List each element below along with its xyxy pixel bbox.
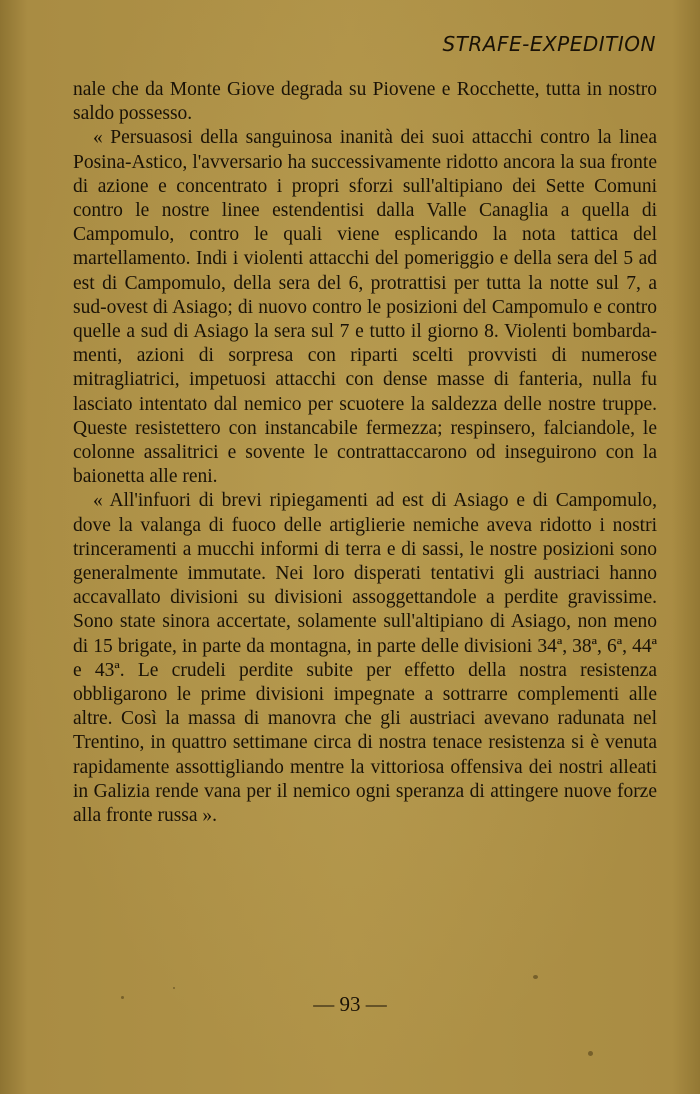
- paragraph-continuation: nale che da Monte Giove degrada su Piovene e Rocchette, tutta in nostro saldo possesso.: [73, 79, 657, 125]
- page-body: [73, 78, 657, 828]
- paragraph-quote-2: « All'infuori di brevi ripiegamenti ad est di Asiago e di Campomulo, dove la valanga di fuoco delle artiglierie nemiche aveva ridotto i nostri trinceramenti a mucchi informi di terra e di sassi, le nostre posizioni sono generalmente immutate. Nei loro disperati tentativi gli austriaci hanno accavallato divisioni su divisioni assoggettandole a perdite gravissime. Sono state sinora accertate, solamente sull'altipiano di Asiago, non meno di 15 brigate, in parte da montagna, in parte delle divisioni 34ª, 38ª, 6ª, 44ª e 43ª. Le crudeli perdite subite per effetto della nostra resistenza obbligarono le prime divisioni impegnate a sottrarre complementi alle altre. Così la massa di manovra che gli austriaci avevano radunata nel Trentino, in quattro settimane circa di nostra tenace resistenza si è venuta rapidamente assottigliando mentre la vittoriosa offensiva dei nostri alleati in Galizia rende vana per il nemico ogni speranza di attingere nuove forze alla fronte russa ».: [73, 490, 657, 827]
- paper-speck: [533, 975, 538, 979]
- paragraph-quote-1: « Persuasosi della sanguinosa inanità dei suoi attacchi contro la linea Posina-Astico, l'avversario ha successivamente ridotto ancora la sua fronte di azione e concentrato i propri sforzi sull'altipiano dei Sette Comuni contro le nostre linee estendentisi dalla Valle Canaglia a quella di Campomulo, contro le quali viene esplicando la nota tattica del martellamento. Indi i violenti attacchi del pomeriggio e della sera del 5 ad est di Campomulo, della sera del 6, protrattisi per tutta la notte sul 7, a sud-ovest di Asiago; di nuovo contro le posizioni del Campomulo e contro quelle a sud di Asiago la sera sul 7 e tutto il giorno 8. Violenti bombardamenti, azioni di sorpresa con riparti scelti provvisti di numerose mitragliatrici, impetuosi attacchi con dense masse di fanteria, nulla fu lasciato intentato dal nemico per scuotere la saldezza delle nostre truppe. Queste resistettero con instancabile fermezza; respinsero, falciandole, le colonne assalitrici e sovente le contrattaccarono od inseguirono con la baionetta alle reni.: [73, 127, 657, 488]
- paper-speck: [588, 1051, 593, 1056]
- running-header: STRAFE-EXPEDITION: [442, 32, 656, 56]
- page-number: — 93 —: [313, 992, 387, 1016]
- paper-speck: [173, 987, 175, 989]
- paper-speck: [121, 996, 124, 999]
